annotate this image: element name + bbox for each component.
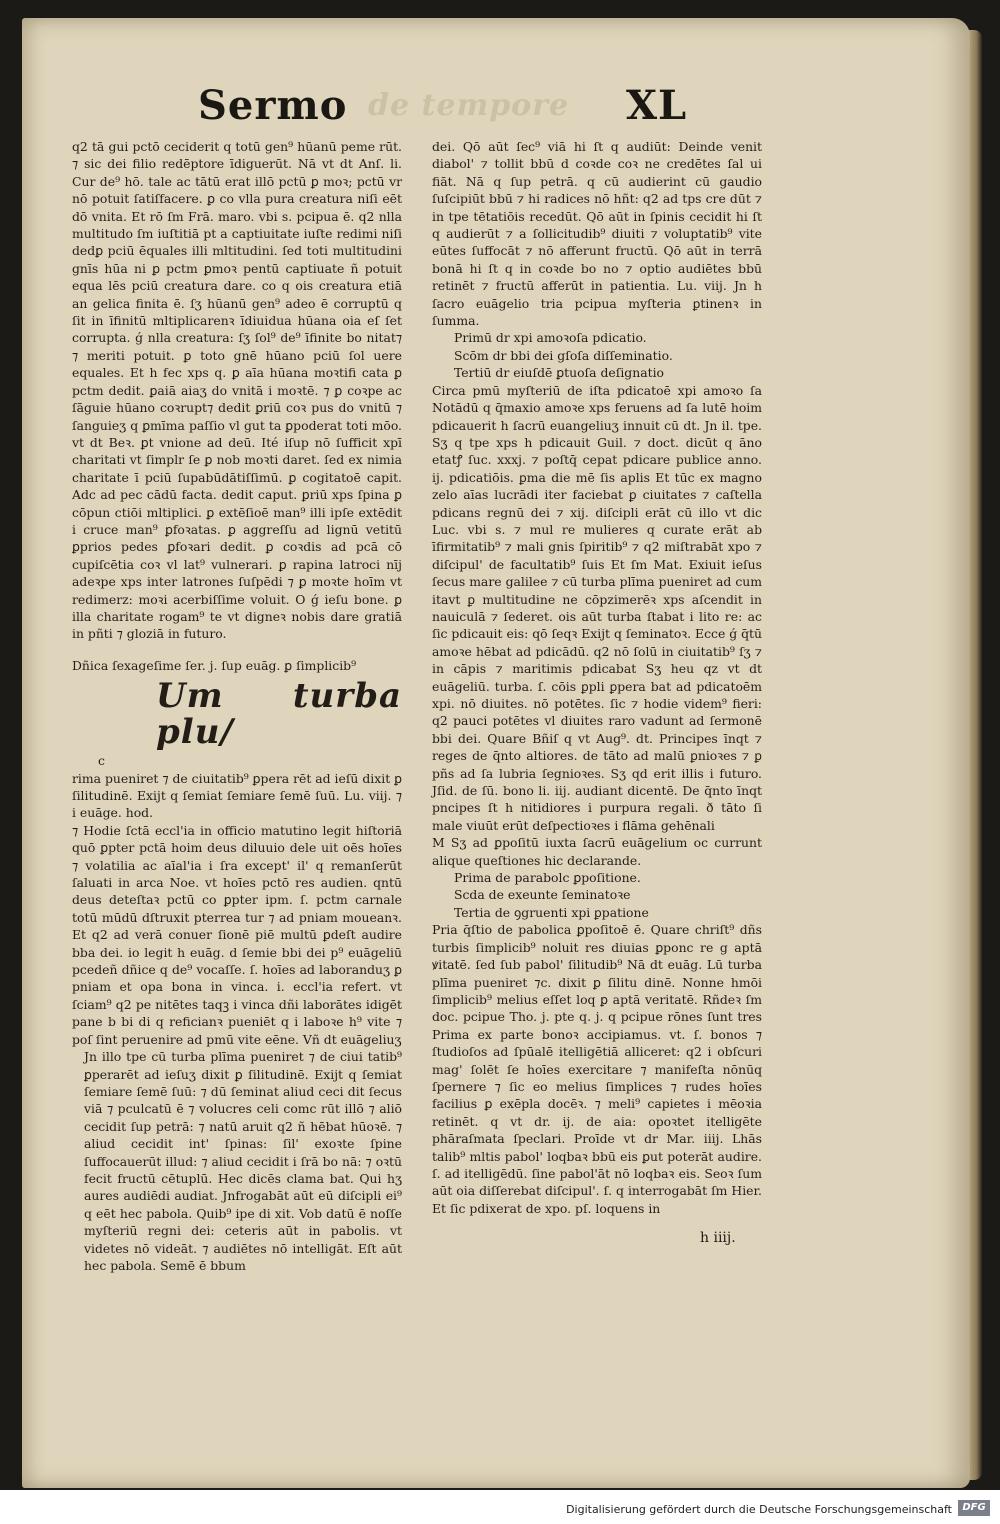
section-title: Dñica ſexageſime ſer. j. ſup euāg. ꝑ ſimplicib⁹ <box>72 657 357 673</box>
list-item: Tertiū dr eiuſdē ꝑtuoſa deſignatio <box>454 365 664 381</box>
list-item: Prima de parabolc ꝑpoſitione. <box>454 870 641 886</box>
right-paragraph: M Sʒ ad ꝑpoſitū iuxta ſacrū euāgelium oc currunt alique queſtiones hic declarande. <box>432 835 762 868</box>
folio-signature: h iiij. <box>700 1230 736 1246</box>
initial-letter: c <box>98 753 105 769</box>
left-paragraph: ⁊ Hodie ſctā eccl'ia in officio matutino legit hiſtoriā quō ꝑpter pctā hoim deus diluuio dele uit oēs hoīes ⁊ volatilia ac aīal'ia i ſra except' il' q remanſerūt ſaluati in arca Noe. vt hoīes pctō res audien. qntū deus deteſtaꝛ pctū co ꝑpter ipm. ſ. pctm carnale totū mūdū dſtruxit pterrea tur ⁊ ad pniam moueanꝛ. Et q2 ad verā conuer ſionē piē multū ꝑdeſt audire bba dei. io legit h euāg. d ſemie bbi dei p⁹ euāgeliū pcedeñ dñice q de⁹ vocaſſe. ſ. hoīes ad laboranduʒ ꝑ pniam et opa bona in vinca. i. eccl'ia refert. vt ſciam⁹ q2 pe nitētes taqꝫ i vinca dñi laborātes idigēt pane b bi di q reficianꝛ pueniēt q i laboꝛe h⁹ vite ⁊ poſ ſint peruenire ad pmū vite eēne. Vñ dt euāgeliuʒ <box>72 822 402 1047</box>
left-paragraph: Jn illo tpe cū turba plīma pueniret ⁊ de ciui tatib⁹ ꝑperarēt ad ieſuʒ dixit ꝑ ſilitudinē. Exijt q ſemiat ſemiare ſemē ſuū: ⁊ dū ſeminat aliud ceci dit ſecus viā ⁊ pculcatū ē ⁊ volucres celi comc rūt illō ⁊ aliō cecidit ſup petrā: ⁊ natū aruit q2 ñ hēbat hūoꝛē. ⁊ aliud cecidit int' ſpinas: ſil' exoꝛte ſpine ſuffocauerūt illud: ⁊ aliud cecidit i ſrā bo nā: ⁊ oꝛtū fecit fructū cētuplū. Hec dicēs clama bat. Qui hʒ aures audiēdi audiat. Jnfrogabāt aūt eū diſcipli ei⁹ q eēt hec pabola. Quib⁹ ipe di xit. Vob datū ē noſſe myſteriū regni dei: ceteris aūt in pabolis. vt videtes nō videāt. ⁊ audiētes nō intelligāt. Eſt aūt hec pabola. Semē ē bbum <box>84 1049 402 1273</box>
list-item: Scda de exeunte ſeminatoꝛe <box>454 887 631 903</box>
running-head <box>198 82 718 134</box>
footer-credit: Digitalisierung gefördert durch die Deutsche Forschungsgemeinschaft <box>566 1503 952 1516</box>
page-edge <box>968 30 982 1480</box>
right-paragraph: dei. Qō aūt ſec⁹ viā hi ſt q audiūt: Deinde venit diabol' ⁊ tollit bbū d coꝛde coꝛ ne credētes ſal ui fiāt. Nā q ſup petrā. q cū audierint cū gaudio ſuſcipiūt bbū ⁊ hi radices nō hñt: q2 ad tps cre dūt ⁊ in tpe tētatiōis recedūt. Qō aūt in ſpinis cecidit hi ſt q audierūt ⁊ a ſollicitudib⁹ diuiti ⁊ voluptatib⁹ vite eūtes ſuffocāt ⁊ nō afferunt fructū. Qō aūt in terrā bonā hi ſt q in coꝛde bo no ⁊ optio audiētes bbū retinēt ⁊ fructū afferūt in patientia. Lu. viij. Jn h ſacro euāgelio tria pcipua myſteria ꝑtinenꝛ in ſumma. <box>432 139 762 329</box>
running-head-right: XL <box>626 82 688 129</box>
left-paragraph: q2 tā gui pctō ceciderit q totū gen⁹ hūanū peme rūt. ⁊ sic dei filio redēptore īdiguerūt. Nā vt dt Anſ. li. Cur de⁹ hō. tale ac tātū erat illō pctū ꝑ moꝛ; pctū vr nō potuit ſatiſfacere. ꝑ co vlla pura creatura niſi eēt dō vnita. Et rō ſm Frā. maro. vbi s. pcipua ē. q2 nlla multitudo ſm iuſtitiā pt a captiuitate iuſte redimi niſi dedꝑ pciū ēquales illi mltitudini. ſed toti multitudini gnīs hūa ni ꝑ pctm ꝑmoꝛ pentū captiuate ñ potuit equa lēs pciū creatura dare. co q ois creatura etiā an gelica finita ē. ſʒ hūanū gen⁹ adeo ē corruptū q ſit in īfinitū mltiplicarenꝛ īdiuidua hūana oia eſ ſet corrupta. ǵ nlla creatura: ſʒ ſol⁹ de⁹ īfinite bo nitat⁊ ⁊ meriti potuit. ꝑ toto gnē hūano pciū ſol uere equales. Et h fec xps q. ꝑ aīa hūana moꝛtifi cata ꝑ pctm dedit. ꝑaiā aiaʒ do vnitā i moꝛtē. ⁊ ꝑ coꝛpe ac ſāguie hūano coꝛrupt⁊ dedit ꝑriū coꝛ pus do vnitū ⁊ ſanguieʒ q ꝑmīma paſſio vl gut ta ꝑpoderat toti mōo. vt dt Beꝛ. ꝑt vnione ad deū. Ité iſup nō ſufficit xpī charitati vt ſimplr ſe ꝑ nob moꝛti daret. ſed ex nimia charitate ī pciū ſupabūdātiſſimū. ꝑ cogitatoē capit. Adc ad pec cādū facta. dedit caput. ꝑriū xps ſpina ꝑ cōpun ctiōi mltiplici. ꝑ extēſioē man⁹ illi ipſe extēdit i cruce man⁹ ꝑfoꝛatas. ꝑ aggreſſu ad lignū vetitū ꝑprios pedes ꝑfoꝛari dedit. ꝑ coꝛdis ad pcā cō cupiſcētia coꝛ vl lat⁹ vulnerari. ꝑ rapina latroci nīj adeꝛpe xps inter latrones ſuſpēdi ⁊ ꝑ moꝛte hoīm vt redimerz: moꝛi acerbiſſime voluit. O ǵ ieſu bone. ꝑ illa charitate rogam⁹ te vt digneꝛ nobis dare gratiā in pñti ⁊ gloziā in futuro. <box>72 139 402 642</box>
running-head-left: Sermo <box>198 82 348 129</box>
footer-bar <box>0 1490 1000 1524</box>
dfg-logo-icon: DFG <box>958 1500 990 1516</box>
running-head-ghost: de tempore <box>368 88 570 123</box>
right-paragraph: Circa pmū myſteriū de iſta pdicatoē xpi amoꝛo ſa Notādū q q̄maxio amoꝛe xps feruens ad ſa lutē hoim pdicauerit h ſacrū euangeliuʒ innuit cū dt. Jn il. tpe. Sʒ q tpe xps h pdicauit Guil. ⁊ doct. dicūt q āno etatꝭ ſuc. xxxj. ⁊ poſtq̄ cepat pdicare publice anno. ij. pdicatiōis. ꝑma die mē ſis aplis Et tūc ex magno zelo aīas lucrādi iter faciebat ꝑ ciuitates ⁊ caſtella pdicans regnū dei ⁊ xij. diſcipli erāt cū illo vt dic Luc. vbi s. ⁊ mul re mulieres q curate erāt ab īfirmitatib⁹ ⁊ mali gnis ſpiritib⁹ ⁊ q2 miſtrabāt xpo ⁊ diſcipul' de facultatib⁹ ſuis Et ſm Mat. Exiuit ieſus ſecus mare galilee ⁊ cū turba plīma pueniret ad cum itavt ꝑ multitudine ne cōpzimerēꝛ xps aſcendit in nauiculā ⁊ ſederet. ois aūt turba ſtabat i lito re: ac ſic pdicauit eis: qō ſeqꝛ Exijt q ſeminatoꝛ. Ecce ǵ q̄tū amoꝛe hēbat ad pdicādū. q2 nō ſolū in ciuitatib⁹ ſʒ ⁊ in cāpis ⁊ maritimis pdicabat Sʒ heu qz vt dt euāgeliū. turba. ſ. cōis ꝑpli ꝑpera bat ad pdicatoēm xpi. nō diuites. nō potētes. ſic ⁊ hodie videm⁹ fieri: q2 pauci potētes vl diuites raro vadunt ad ſermonē bbi dei. Quare Bñiſ q vt Aug⁹. dt. Principes īnqt ⁊ reges de q̄nto altiores. de tāto ad malū ꝑnioꝛes ⁊ ꝑ pñs ad ſa lubria ſegnioꝛes. Sʒ qd erit illis i futuro. Jſid. de ſū. bono li. iij. audiant dicentē. De q̄nto īnqt pncipes ſt h nitidiores i purpura regali. ð tāto ſi male viuūt erūt deſpectioꝛes i flāma gehēnali <box>432 382 762 833</box>
list-item: Tertia de ꝯgruenti xpi ꝑpatione <box>454 904 649 920</box>
left-paragraph: rima pueniret ⁊ de ciuitatib⁹ ꝑpera rēt ad ieſū dixit ꝑ ſilitudinē. Exijt q ſemiat ſemiare ſemē ſuū. Lu. viij. ⁊ i euāge. hod. <box>72 770 402 821</box>
right-paragraph: Pria q̄ſtio de pabolica ꝑpoſitoē ē. Quare chriſt⁹ dñs turbis ſimplicib⁹ noluit res diuias ꝑponc re g aptā ꝟitatē. ſed ſub pabol' ſilitudib⁹ Nā dt euāg. Lū turba plīma pueniret ⁊c. dixit ꝑ ſilitu dinē. Nonne hmōi ſimplicib⁹ melius eſſet loq ꝑ aptā veritatē. Rñdeꝛ ſm doc. pcipue Tho. j. pte q. j. q pcipue rōnes ſunt tres Prima ex parte bonoꝛ accipiamus. vt. ſ. bonos ⁊ ſtudioſos ad ſpūalē itelligētiā alliceret: q2 i obſcuri mag' ſolēt ſe hoīes exercitare ⁊ manifeſta nōnūq ſpernere ⁊ ſic eo melius ſimplices ⁊ rudes hoīes facilius ꝑ exēpla docēꝛ. ⁊ meli⁹ capietes i mēoꝛia retinēt. q vt dr. ij. de aia: opoꝛtet itelligēte phāraſmata ſpeclari. Proīde vt dr Mar. iiij. Lhās talib⁹ mltis pabol' loqbaꝛ bbū eis ꝑut poterāt audire. ſ. ad itelligēdū. ſine pabol'āt nō loqbaꝛ eis. Seoꝛ ſum aūt oia diſſerebat diſcipul'. ſ. q interrogabāt ſm Hier. Et ſic pdixerat de xpo. pſ. loquens in <box>432 922 762 1216</box>
section-initial-line: Um turba plu/ <box>156 676 402 753</box>
list-item: Scōm dr bbi dei gſoſa diſſeminatio. <box>454 347 673 363</box>
right-column <box>432 138 762 1217</box>
list-item: Primū dr xpi amoꝛoſa pdicatio. <box>454 330 647 346</box>
left-column <box>72 138 402 1274</box>
